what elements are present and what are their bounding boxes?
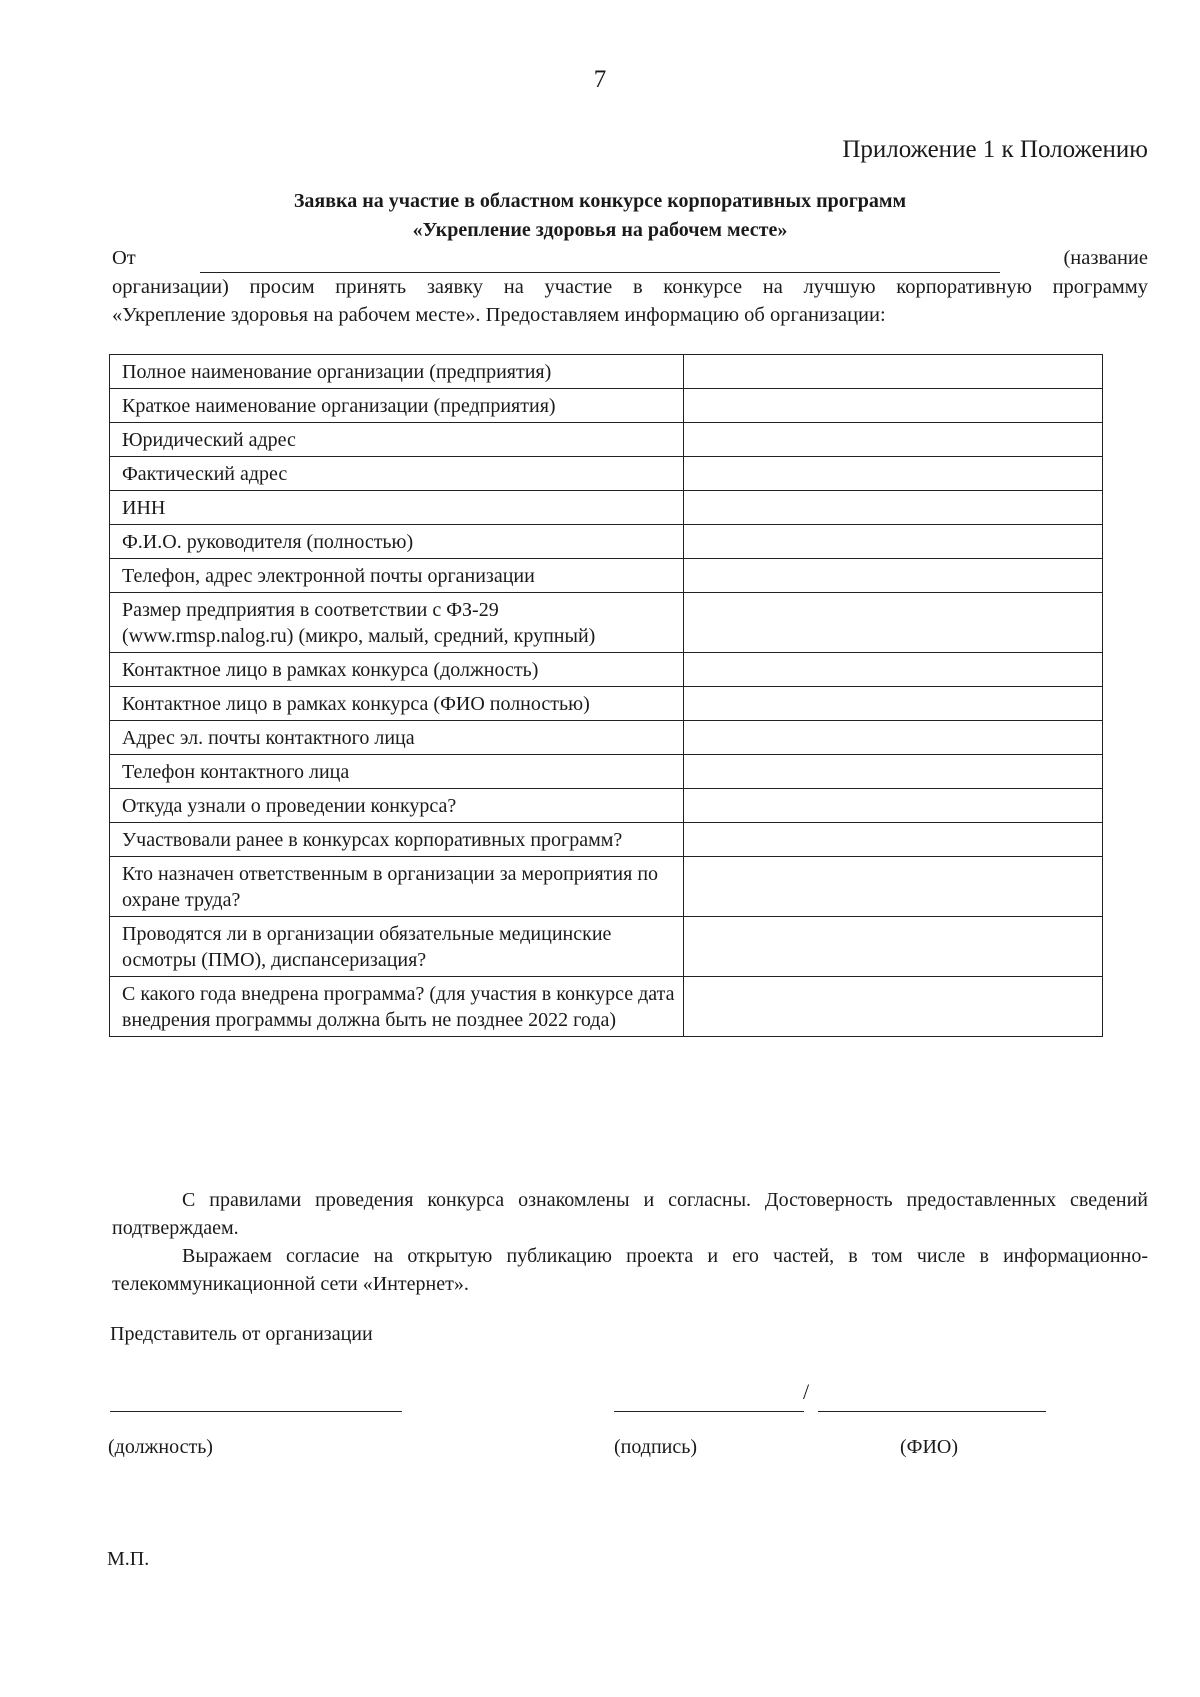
field-label: Телефон, адрес электронной почты организации: [110, 559, 684, 593]
field-value[interactable]: [684, 593, 1103, 653]
field-value[interactable]: [684, 653, 1103, 687]
field-value[interactable]: [684, 525, 1103, 559]
field-label: Размер предприятия в соответствии с ФЗ-29 (www.rmsp.nalog.ru) (микро, малый, средний, крупный): [110, 593, 684, 653]
table-row: [110, 977, 1103, 1037]
field-label: ИНН: [110, 491, 684, 525]
organization-name-field[interactable]: [200, 250, 1000, 273]
agreement-paragraph-2: Выражаем согласие на открытую публикацию проекта и его частей, в том числе в информационно-телекоммуникационной сети «Интернет».: [112, 1245, 1148, 1295]
table-row: [110, 857, 1103, 917]
table-row: [110, 525, 1103, 559]
form-title-line-1: Заявка на участие в областном конкурсе корпоративных программ: [293, 190, 907, 212]
table-row: [110, 593, 1103, 653]
field-label: Кто назначен ответственным в организации за мероприятия по охране труда?: [110, 857, 684, 917]
table-row: [110, 653, 1103, 687]
form-title-line-2: «Укрепление здоровья на рабочем месте»: [412, 219, 788, 241]
table-row: [110, 389, 1103, 423]
field-value[interactable]: [684, 755, 1103, 789]
intro-hint: (название: [1063, 247, 1148, 269]
position-caption: (должность): [108, 1436, 213, 1458]
field-value[interactable]: [684, 823, 1103, 857]
field-value[interactable]: [684, 559, 1103, 593]
field-label: Телефон контактного лица: [110, 755, 684, 789]
full-name-line[interactable]: [818, 1411, 1046, 1412]
field-label: Контактное лицо в рамках конкурса (ФИО полностью): [110, 687, 684, 721]
intro-from: От: [112, 247, 136, 269]
field-value[interactable]: [684, 687, 1103, 721]
table-row: [110, 355, 1103, 389]
signature-line[interactable]: [614, 1411, 804, 1412]
stamp-placeholder: М.П.: [107, 1548, 150, 1570]
page-number: 7: [593, 66, 607, 93]
organization-info-table: [109, 354, 1103, 1037]
signature-caption: (подпись): [614, 1436, 698, 1458]
table-row: [110, 559, 1103, 593]
table-row: [110, 721, 1103, 755]
full-name-caption: (ФИО): [900, 1436, 959, 1458]
representative-label: Представитель от организации: [110, 1323, 373, 1345]
field-value[interactable]: [684, 423, 1103, 457]
appendix-label: Приложение 1 к Положению: [842, 136, 1148, 163]
agreement-paragraph-1: С правилами проведения конкурса ознакомлены и согласны. Достоверность предоставленных сведений подтверждаем.: [112, 1189, 1148, 1239]
table-row: [110, 823, 1103, 857]
intro-paragraph: [112, 244, 1148, 330]
field-label: Адрес эл. почты контактного лица: [110, 721, 684, 755]
field-label: Фактический адрес: [110, 457, 684, 491]
field-value[interactable]: [684, 789, 1103, 823]
field-label: Проводятся ли в организации обязательные медицинские осмотры (ПМО), диспансеризация?: [110, 917, 684, 977]
table-row: [110, 917, 1103, 977]
field-label: Откуда узнали о проведении конкурса?: [110, 789, 684, 823]
field-label: Участвовали ранее в конкурсах корпоративных программ?: [110, 823, 684, 857]
field-value[interactable]: [684, 857, 1103, 917]
field-value[interactable]: [684, 917, 1103, 977]
field-label: Юридический адрес: [110, 423, 684, 457]
field-label: Полное наименование организации (предприятия): [110, 355, 684, 389]
position-line[interactable]: [110, 1411, 402, 1412]
agreement-text: [112, 1186, 1148, 1298]
field-value[interactable]: [684, 355, 1103, 389]
table-row: [110, 457, 1103, 491]
field-value[interactable]: [684, 491, 1103, 525]
field-value[interactable]: [684, 457, 1103, 491]
field-label: С какого года внедрена программа? (для участия в конкурсе дата внедрения программы должна быть не позднее 2022 года): [110, 977, 684, 1037]
field-label: Ф.И.О. руководителя (полностью): [110, 525, 684, 559]
table-row: [110, 687, 1103, 721]
signature-separator: /: [803, 1379, 810, 1404]
table-row: [110, 789, 1103, 823]
field-value[interactable]: [684, 721, 1103, 755]
field-label: Краткое наименование организации (предприятия): [110, 389, 684, 423]
intro-line-2: организации) просим принять заявку на участие в конкурсе на лучшую корпоративную программу: [112, 275, 1148, 298]
field-value[interactable]: [684, 977, 1103, 1037]
table-row: [110, 491, 1103, 525]
table-row: [110, 423, 1103, 457]
field-value[interactable]: [684, 389, 1103, 423]
field-label: Контактное лицо в рамках конкурса (должность): [110, 653, 684, 687]
table-row: [110, 755, 1103, 789]
intro-line-3: «Укрепление здоровья на рабочем месте». Предоставляем информацию об организации:: [112, 304, 886, 326]
